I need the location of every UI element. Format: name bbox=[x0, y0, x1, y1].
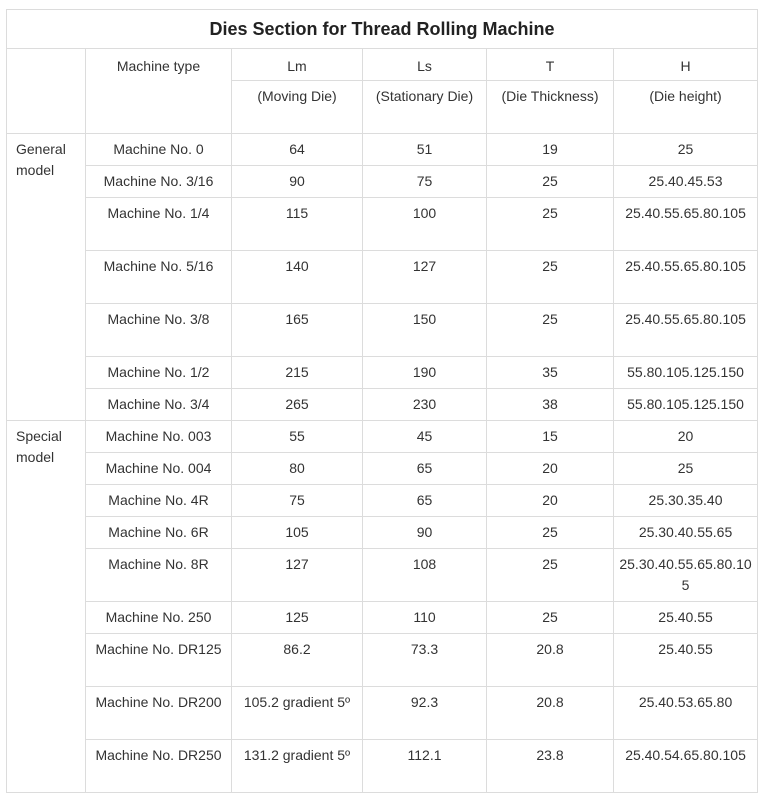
cell-h: 25.30.35.40 bbox=[614, 485, 758, 517]
cell-ls: 90 bbox=[363, 517, 487, 549]
table-row bbox=[7, 517, 758, 549]
table-row bbox=[7, 549, 758, 602]
header-t: T bbox=[487, 49, 614, 81]
header-t-desc: (Die Thickness) bbox=[487, 81, 614, 134]
cell-machine: Machine No. 003 bbox=[86, 421, 232, 453]
cell-t: 20.8 bbox=[487, 634, 614, 687]
cell-lm: 75 bbox=[232, 485, 363, 517]
cell-t: 25 bbox=[487, 304, 614, 357]
cell-ls: 190 bbox=[363, 357, 487, 389]
table-row bbox=[7, 453, 758, 485]
cell-h: 25.40.55.65.80.105 bbox=[614, 304, 758, 357]
cell-machine: Machine No. 6R bbox=[86, 517, 232, 549]
cell-machine: Machine No. 250 bbox=[86, 602, 232, 634]
cell-h: 25.40.53.65.80 bbox=[614, 687, 758, 740]
table-row bbox=[7, 485, 758, 517]
cell-machine: Machine No. 3/16 bbox=[86, 166, 232, 198]
cell-machine: Machine No. 1/2 bbox=[86, 357, 232, 389]
cell-lm: 265 bbox=[232, 389, 363, 421]
cell-h: 25 bbox=[614, 134, 758, 166]
header-machine-type: Machine type bbox=[86, 49, 232, 134]
cell-machine: Machine No. 5/16 bbox=[86, 251, 232, 304]
cell-lm: 90 bbox=[232, 166, 363, 198]
cell-t: 20 bbox=[487, 485, 614, 517]
cell-machine: Machine No. 1/4 bbox=[86, 198, 232, 251]
cell-ls: 127 bbox=[363, 251, 487, 304]
cell-h: 25.40.55.65.80.105 bbox=[614, 198, 758, 251]
cell-lm: 165 bbox=[232, 304, 363, 357]
table-row bbox=[7, 602, 758, 634]
cell-ls: 230 bbox=[363, 389, 487, 421]
header-lm: Lm bbox=[232, 49, 363, 81]
table-row bbox=[7, 687, 758, 740]
cell-t: 25 bbox=[487, 251, 614, 304]
cell-t: 19 bbox=[487, 134, 614, 166]
cell-lm: 86.2 bbox=[232, 634, 363, 687]
cell-t: 20 bbox=[487, 453, 614, 485]
cell-t: 25 bbox=[487, 549, 614, 602]
group-label: Special model bbox=[7, 421, 86, 793]
table-row bbox=[7, 251, 758, 304]
cell-lm: 80 bbox=[232, 453, 363, 485]
cell-machine: Machine No. 3/8 bbox=[86, 304, 232, 357]
cell-t: 38 bbox=[487, 389, 614, 421]
cell-t: 15 bbox=[487, 421, 614, 453]
header-ls-desc: (Stationary Die) bbox=[363, 81, 487, 134]
table-row bbox=[7, 134, 758, 166]
cell-lm: 127 bbox=[232, 549, 363, 602]
cell-machine: Machine No. 004 bbox=[86, 453, 232, 485]
cell-t: 25 bbox=[487, 198, 614, 251]
header-ls: Ls bbox=[363, 49, 487, 81]
cell-machine: Machine No. DR125 bbox=[86, 634, 232, 687]
cell-lm: 105.2 gradient 5º bbox=[232, 687, 363, 740]
cell-ls: 92.3 bbox=[363, 687, 487, 740]
cell-ls: 100 bbox=[363, 198, 487, 251]
cell-ls: 65 bbox=[363, 485, 487, 517]
dies-table bbox=[6, 9, 758, 793]
cell-ls: 45 bbox=[363, 421, 487, 453]
header-group bbox=[7, 49, 86, 134]
cell-lm: 64 bbox=[232, 134, 363, 166]
table-title: Dies Section for Thread Rolling Machine bbox=[7, 10, 758, 49]
cell-lm: 55 bbox=[232, 421, 363, 453]
cell-ls: 108 bbox=[363, 549, 487, 602]
table-row bbox=[7, 389, 758, 421]
table-row bbox=[7, 421, 758, 453]
cell-t: 25 bbox=[487, 166, 614, 198]
table-row bbox=[7, 304, 758, 357]
cell-machine: Machine No. 4R bbox=[86, 485, 232, 517]
cell-t: 20.8 bbox=[487, 687, 614, 740]
cell-h: 25.30.40.55.65.80.105 bbox=[614, 549, 758, 602]
cell-machine: Machine No. 0 bbox=[86, 134, 232, 166]
cell-h: 25.40.55.65.80.105 bbox=[614, 251, 758, 304]
cell-ls: 112.1 bbox=[363, 740, 487, 793]
cell-t: 25 bbox=[487, 517, 614, 549]
group-label: General model bbox=[7, 134, 86, 421]
cell-lm: 115 bbox=[232, 198, 363, 251]
cell-machine: Machine No. 8R bbox=[86, 549, 232, 602]
cell-lm: 131.2 gradient 5º bbox=[232, 740, 363, 793]
table-row bbox=[7, 198, 758, 251]
table-row bbox=[7, 166, 758, 198]
cell-h: 20 bbox=[614, 421, 758, 453]
cell-machine: Machine No. 3/4 bbox=[86, 389, 232, 421]
cell-ls: 73.3 bbox=[363, 634, 487, 687]
cell-lm: 105 bbox=[232, 517, 363, 549]
cell-h: 25.30.40.55.65 bbox=[614, 517, 758, 549]
cell-machine: Machine No. DR200 bbox=[86, 687, 232, 740]
cell-ls: 110 bbox=[363, 602, 487, 634]
cell-h: 25.40.55 bbox=[614, 602, 758, 634]
cell-ls: 75 bbox=[363, 166, 487, 198]
cell-lm: 125 bbox=[232, 602, 363, 634]
cell-lm: 140 bbox=[232, 251, 363, 304]
table-row bbox=[7, 740, 758, 793]
cell-t: 25 bbox=[487, 602, 614, 634]
cell-h: 25.40.45.53 bbox=[614, 166, 758, 198]
table-row bbox=[7, 634, 758, 687]
header-h-desc: (Die height) bbox=[614, 81, 758, 134]
table-row bbox=[7, 357, 758, 389]
cell-h: 25.40.55 bbox=[614, 634, 758, 687]
cell-ls: 150 bbox=[363, 304, 487, 357]
cell-t: 23.8 bbox=[487, 740, 614, 793]
cell-machine: Machine No. DR250 bbox=[86, 740, 232, 793]
cell-h: 25.40.54.65.80.105 bbox=[614, 740, 758, 793]
cell-ls: 65 bbox=[363, 453, 487, 485]
header-lm-desc: (Moving Die) bbox=[232, 81, 363, 134]
header-h: H bbox=[614, 49, 758, 81]
cell-ls: 51 bbox=[363, 134, 487, 166]
cell-h: 25 bbox=[614, 453, 758, 485]
cell-lm: 215 bbox=[232, 357, 363, 389]
cell-h: 55.80.105.125.150 bbox=[614, 389, 758, 421]
cell-t: 35 bbox=[487, 357, 614, 389]
cell-h: 55.80.105.125.150 bbox=[614, 357, 758, 389]
